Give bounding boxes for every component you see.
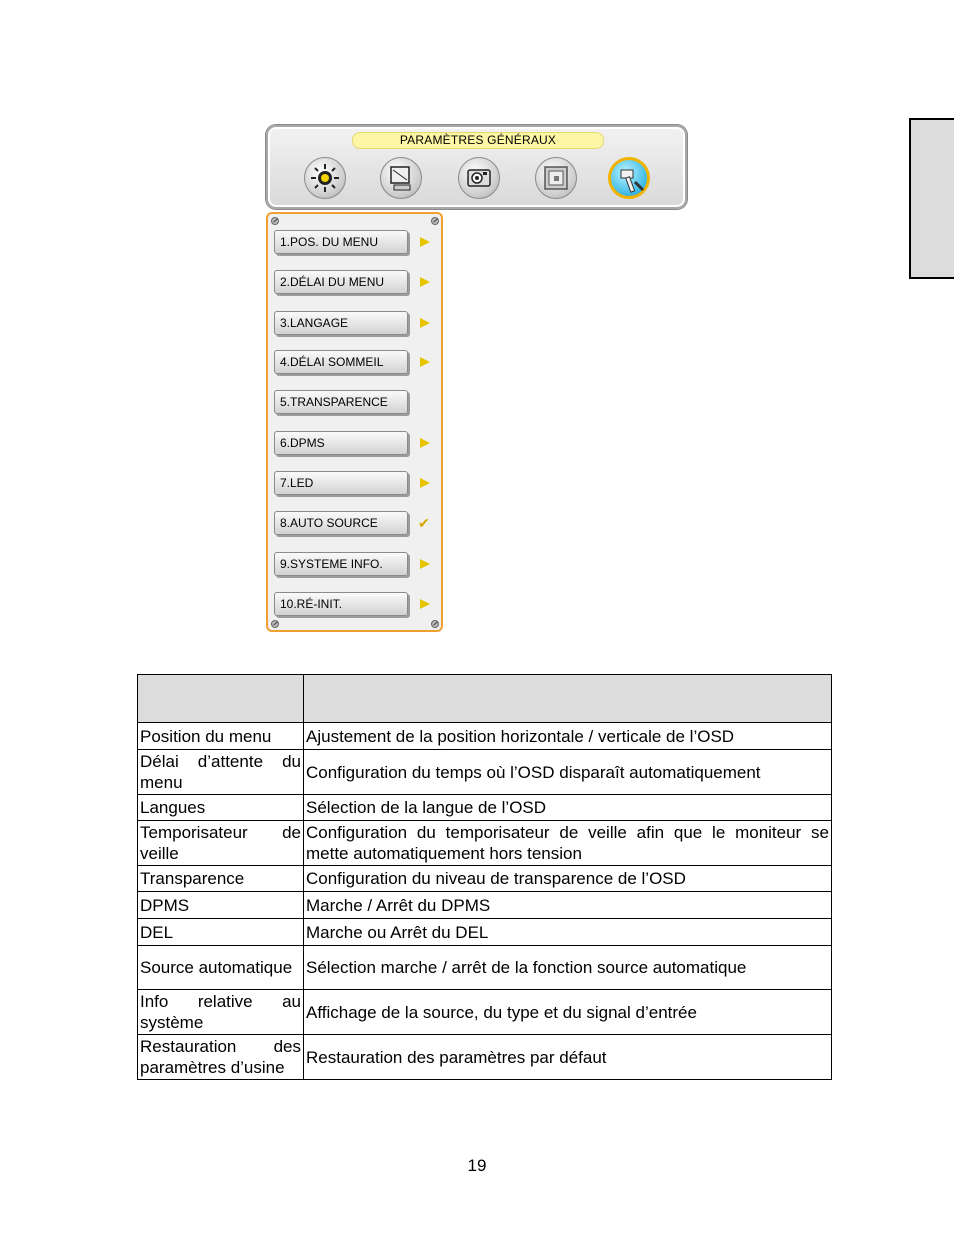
menu-item-transparency[interactable]: 5.TRANSPARENCE <box>274 390 408 414</box>
submenu-arrow-icon <box>420 599 430 609</box>
table-cell-function: Source automatique <box>138 946 304 990</box>
table-cell-description: Restauration des paramètres par défaut <box>304 1035 832 1080</box>
table-header-cell <box>138 675 304 723</box>
table-cell-description: Affichage de la source, du type et du signal d’entrée <box>304 990 832 1035</box>
monitor-icon[interactable] <box>380 157 422 199</box>
table-row <box>138 990 832 1035</box>
window-icon[interactable] <box>535 157 577 199</box>
submenu-arrow-icon <box>420 237 430 247</box>
table-row <box>138 919 832 946</box>
menu-item-auto-source[interactable]: 8.AUTO SOURCE <box>274 511 408 535</box>
menu-item-dpms[interactable]: 6.DPMS <box>274 431 408 455</box>
table-cell-description: Configuration du niveau de transparence de l’OSD <box>304 866 832 892</box>
page-number: 19 <box>467 1156 487 1175</box>
table-cell-function: DEL <box>138 919 304 946</box>
table-cell-description: Sélection de la langue de l’OSD <box>304 795 832 821</box>
table-cell-function: Info relative au système <box>138 990 304 1035</box>
submenu-arrow-icon <box>420 478 430 488</box>
menu-item-led[interactable]: 7.LED <box>274 471 408 495</box>
screw-icon <box>271 620 279 628</box>
osd-category-panel <box>266 125 687 209</box>
table-row <box>138 723 832 750</box>
table-header-cell <box>304 675 832 723</box>
table-cell-description: Configuration du temporisateur de veille afin que le moniteur se mette automatiquement hors tension <box>304 821 832 866</box>
table-cell-function: Délai d’attente du menu <box>138 750 304 795</box>
table-row <box>138 821 832 866</box>
table-cell-function: Transparence <box>138 866 304 892</box>
table-cell-function: Temporisateur de veille <box>138 821 304 866</box>
screw-icon <box>431 217 439 225</box>
submenu-arrow-icon <box>420 357 430 367</box>
table-row <box>138 795 832 821</box>
table-row <box>138 750 832 795</box>
table-cell-description: Ajustement de la position horizontale / verticale de l’OSD <box>304 723 832 750</box>
tools-icon[interactable] <box>608 157 650 199</box>
table-header-row <box>138 675 832 723</box>
submenu-arrow-icon <box>420 277 430 287</box>
table-cell-description: Marche ou Arrêt du DEL <box>304 919 832 946</box>
screw-icon <box>271 217 279 225</box>
table-row <box>138 892 832 919</box>
table-cell-function: DPMS <box>138 892 304 919</box>
submenu-arrow-icon <box>420 318 430 328</box>
description-table <box>137 674 832 1080</box>
screw-icon <box>431 620 439 628</box>
submenu-arrow-icon <box>420 438 430 448</box>
brightness-icon[interactable] <box>304 157 346 199</box>
table-cell-description: Marche / Arrêt du DPMS <box>304 892 832 919</box>
checkmark-icon: ✔ <box>418 515 430 531</box>
table-cell-description: Configuration du temps où l’OSD disparaît automatiquement <box>304 750 832 795</box>
menu-item-language[interactable]: 3.LANGAGE <box>274 311 408 335</box>
menu-item-sleep-timer[interactable]: 4.DÉLAI SOMMEIL <box>274 350 408 374</box>
menu-item-reset[interactable]: 10.RÉ-INIT. <box>274 592 408 616</box>
menu-item-menu-timeout[interactable]: 2.DÉLAI DU MENU <box>274 270 408 294</box>
submenu-arrow-icon <box>420 559 430 569</box>
table-row <box>138 1035 832 1080</box>
osd-menu-panel <box>266 212 443 632</box>
table-cell-function: Restauration des paramètres d’usine <box>138 1035 304 1080</box>
camera-icon[interactable] <box>458 157 500 199</box>
osd-title: PARAMÈTRES GÉNÉRAUX <box>352 132 604 149</box>
side-tab-marker <box>909 118 954 279</box>
menu-item-system-info[interactable]: 9.SYSTEME INFO. <box>274 552 408 576</box>
table-cell-function: Langues <box>138 795 304 821</box>
table-cell-description: Sélection marche / arrêt de la fonction source automatique <box>304 946 832 990</box>
table-row <box>138 946 832 990</box>
menu-item-menu-position[interactable]: 1.POS. DU MENU <box>274 230 408 254</box>
table-cell-function: Position du menu <box>138 723 304 750</box>
table-row <box>138 866 832 892</box>
